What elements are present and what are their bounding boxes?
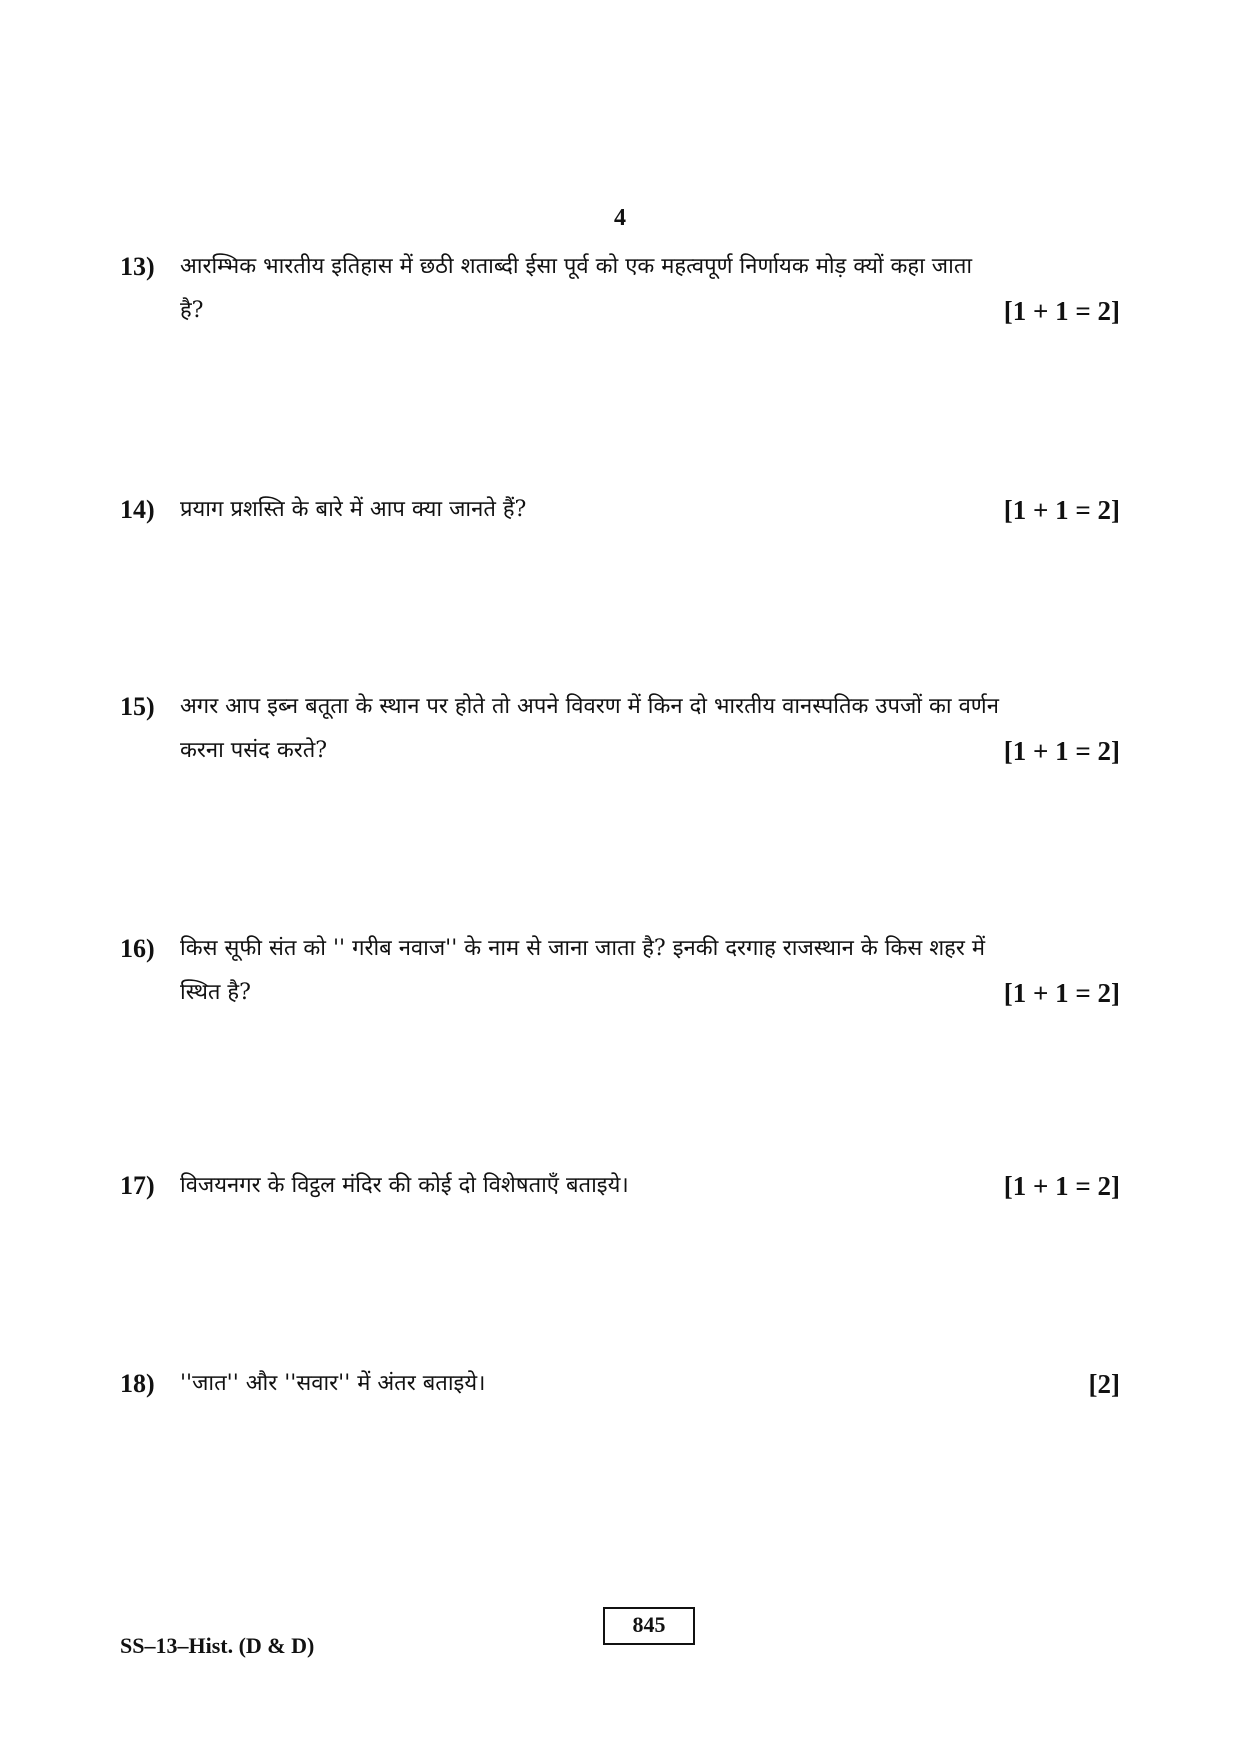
question-marks: [2] xyxy=(1088,1369,1120,1399)
question-text-continued: है? xyxy=(180,298,204,323)
question-16 xyxy=(120,927,1120,1015)
question-text: ''जात'' और ''सवार'' में अंतर बताइये। xyxy=(180,1371,486,1396)
question-text-continued: करना पसंद करते? xyxy=(180,738,328,763)
question-number: 14) xyxy=(120,495,155,524)
question-text: प्रयाग प्रशस्ति के बारे में आप क्या जानते हैं? xyxy=(180,497,527,522)
question-marks: [1 + 1 = 2] xyxy=(1003,978,1120,1008)
question-marks: [1 + 1 = 2] xyxy=(1003,1171,1120,1201)
question-number: 17) xyxy=(120,1171,155,1200)
question-text: अगर आप इब्न बतूता के स्थान पर होते तो अपने विवरण में किन दो भारतीय वानस्पतिक उपजों का वर्णन xyxy=(180,694,999,719)
page-number: 4 xyxy=(614,205,626,231)
question-text: आरम्भिक भारतीय इतिहास में छठी शताब्दी ईसा पूर्व को एक महत्वपूर्ण निर्णायक मोड़ क्यों कहा जाता xyxy=(180,254,973,279)
paper-code: SS–13–Hist. (D & D) xyxy=(120,1633,315,1658)
question-number: 15) xyxy=(120,692,155,721)
question-number: 13) xyxy=(120,252,155,281)
question-14 xyxy=(120,488,1120,532)
page-serial-box: 845 xyxy=(603,1607,695,1645)
question-18 xyxy=(120,1362,1120,1406)
question-marks: [1 + 1 = 2] xyxy=(1003,495,1120,525)
question-text-continued: स्थित है? xyxy=(180,980,251,1005)
question-marks: [1 + 1 = 2] xyxy=(1003,296,1120,326)
question-13 xyxy=(120,245,1120,333)
question-number: 16) xyxy=(120,934,155,963)
question-text: विजयनगर के विट्ठल मंदिर की कोई दो विशेषताएँ बताइये। xyxy=(180,1173,629,1198)
question-number: 18) xyxy=(120,1369,155,1398)
question-17 xyxy=(120,1164,1120,1208)
question-15 xyxy=(120,685,1120,773)
question-text: किस सूफी संत को '' गरीब नवाज'' के नाम से जाना जाता है? इनकी दरगाह राजस्थान के किस शहर में xyxy=(180,936,985,961)
question-marks: [1 + 1 = 2] xyxy=(1003,736,1120,766)
